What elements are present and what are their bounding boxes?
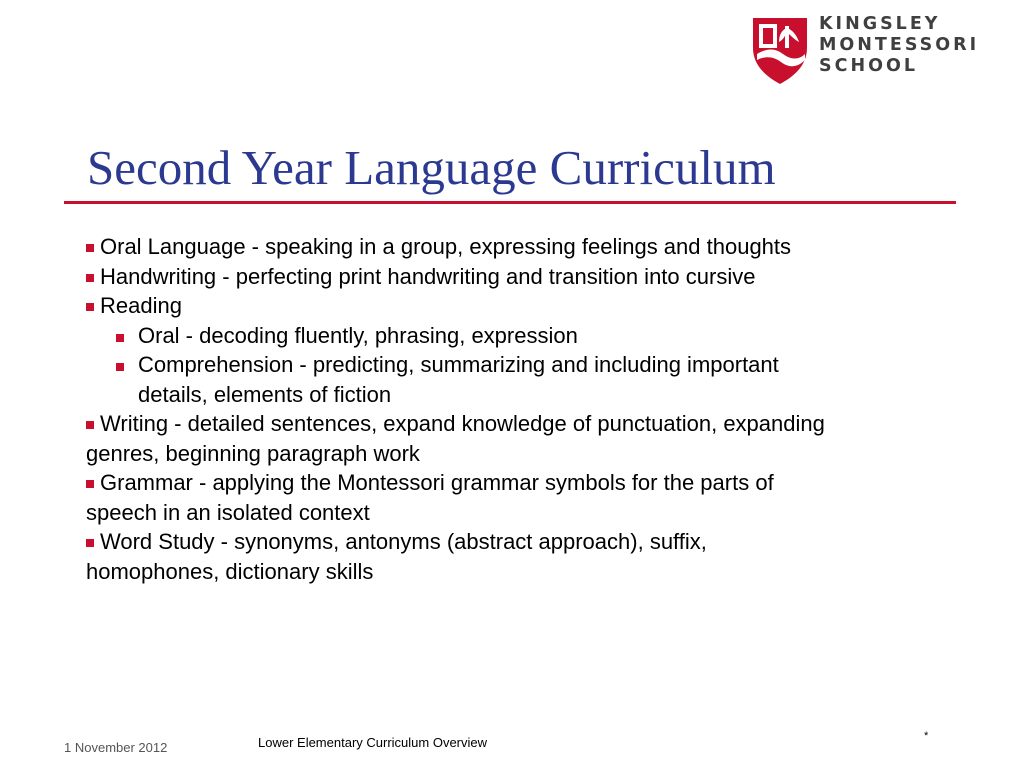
- bullet-square-icon: [86, 274, 94, 282]
- bullet-text: Oral - decoding fluently, phrasing, expression: [138, 322, 578, 348]
- shield-icon: [749, 14, 811, 86]
- bullet-continuation: details, elements of fiction: [138, 381, 392, 407]
- bullet-item: [86, 262, 966, 292]
- bullet-text: Word Study - synonyms, antonyms (abstract approach), suffix,: [100, 529, 707, 554]
- bullet-text: Oral Language - speaking in a group, expressing feelings and thoughts: [100, 234, 792, 259]
- bullet-square-icon: [86, 539, 94, 547]
- bullet-text: Handwriting - perfecting print handwriting and transition into cursive: [100, 263, 756, 289]
- bullet-continuation: genres, beginning paragraph work: [86, 440, 420, 466]
- bullet-text: Reading: [100, 293, 182, 318]
- title-divider: [64, 201, 956, 204]
- slide-body: [86, 232, 966, 586]
- bullet-item: [86, 468, 966, 498]
- footer-title: Lower Elementary Curriculum Overview: [258, 735, 488, 750]
- bullet-square-icon: [86, 421, 94, 429]
- bullet-text: Writing - detailed sentences, expand knowledge of punctuation, expanding: [100, 411, 825, 436]
- bullet-item: [86, 232, 966, 262]
- logo-line-3: SCHOOL: [819, 56, 918, 76]
- bullet-square-icon: [116, 334, 124, 342]
- footer-date: 1 November 2012: [64, 740, 168, 755]
- bullet-item: [86, 527, 966, 557]
- bullet-text: Grammar - applying the Montessori grammar symbols for the parts of: [100, 470, 774, 495]
- bullet-square-icon: [86, 303, 94, 311]
- slide-title: Second Year Language Curriculum: [87, 140, 776, 195]
- bullet-continuation: homophones, dictionary skills: [86, 558, 374, 584]
- logo-wordmark: [819, 14, 989, 77]
- sub-bullet-item: [86, 321, 966, 351]
- bullet-item: [86, 409, 966, 439]
- logo-line-1: KINGSLEY: [819, 14, 941, 34]
- logo-line-2: MONTESSORI: [819, 35, 980, 55]
- school-logo: [749, 14, 989, 86]
- bullet-text: Comprehension - predicting, summarizing and including important: [138, 352, 779, 377]
- bullet-item: [86, 291, 966, 321]
- footer-page-marker: *: [924, 730, 929, 742]
- bullet-square-icon: [86, 244, 94, 252]
- bullet-continuation: speech in an isolated context: [86, 499, 370, 525]
- bullet-square-icon: [116, 363, 124, 371]
- sub-bullet-item: [86, 350, 966, 380]
- bullet-square-icon: [86, 480, 94, 488]
